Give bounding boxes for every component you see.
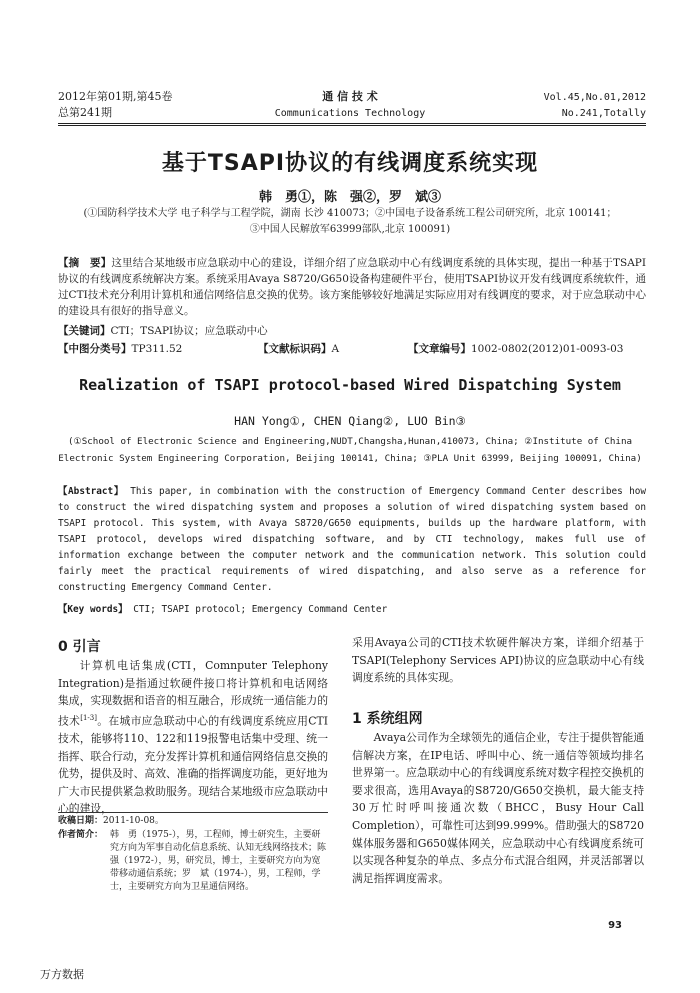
doc-code-block	[258, 341, 339, 357]
page-number: 93	[608, 920, 622, 931]
keywords-en	[58, 602, 646, 618]
header-rule	[58, 123, 646, 124]
article-no-value: 1002-0802(2012)01-0093-03	[471, 343, 624, 355]
keywords-en-text: CTI; TSAPI protocol; Emergency Command Center	[133, 604, 388, 615]
section-0-paragraph: 计算机电话集成(CTI，Comnputer Telephony Integration)是指通过软硬件接口将计算机和电话网络集成，实现数据和语音的相互融合，形成统一通信能力的技术[1-3]。在城市应急联动中心的有线调度系统应用CTI技术，能够将110、122和119报警电话集中受理、统一指挥、联合行动，充分发挥计算机和通信网络信息交换的优势，提供及时、高效、准确的指挥调度功能，更好地为广大市民提供紧急救助服务。现结合某地级市应急联动中心的建设，	[58, 659, 328, 816]
header-journal-cn: 通 信 技 术	[322, 90, 378, 103]
bio-label: 作者简介：	[58, 830, 104, 840]
section-1-heading: 1 系统组网	[352, 711, 423, 727]
right-col-intro	[352, 634, 644, 687]
affiliation-en-2: Electronic System Engineering Corporation, Beijing 100141, China; ③PLA Unit 63999, Beijing 100091, China)	[58, 453, 642, 464]
abstract-cn-text: 这里结合某地级市应急联动中心的建设，详细介绍了应急联动中心有线调度系统的具体实现，提出一种基于TSAPI协议的有线调度系统解决方案。系统采用Avaya S8720/G650设备构建硬件平台，使用TSAPI协议开发有线调度系统软件，通过CTI技术充分利用计算机和通信网络信息交换的优势。该方案能够较好地满足实际应用对有线调度的要求，对于应急联动中心的建设具有很好的指导意义。	[58, 257, 646, 317]
affiliation-cn-1: (①国防科学技术大学 电子科学与工程学院，湖南 长沙 410073；②中国电子设备系统工程公司研究所，北京 100141；	[83, 208, 617, 219]
citation: [1-3]	[80, 713, 97, 722]
keywords-cn	[58, 323, 646, 339]
authors-en: HAN Yong①, CHEN Qiang②, LUO Bin③	[234, 414, 466, 428]
bio-text: 韩 勇（1975-），男，工程师，博士研究生，主要研究方向为军事自动化信息系统、认知无线网络技术；陈 强（1972-），男，研究员，博士，主要研究方向为宽带移动通信系统；罗 斌（1974-），男，工程师，学士，主要研究方向为卫星通信网络。	[110, 830, 336, 892]
page-title-cn: 基于TSAPI协议的有线调度系统实现	[161, 151, 539, 176]
footnote-received	[58, 815, 328, 828]
abstract-en-label: 【Abstract】	[58, 486, 124, 497]
section-0-body	[58, 657, 328, 818]
authors-cn: 韩 勇①，陈 强②，罗 斌③	[258, 190, 441, 205]
doc-code-value: A	[331, 343, 340, 355]
received-value: 2011-10-08。	[103, 816, 164, 826]
received-label: 收稿日期：	[58, 816, 104, 826]
abstract-cn-label: 【摘 要】	[58, 257, 112, 269]
abstract-en	[58, 484, 646, 596]
watermark: 万方数据	[40, 968, 84, 981]
abstract-en-text: This paper, in combination with the construction of Emergency Command Center describes how to construct the wired dispatching system and proposes a solution of wired dispatching system based on TSAPI protocol. This system, with Avaya S8720/G650 equipments, builds up the hardware platform, with TSAPI protocol, develops wired dispatching software, and by CTI technology, makes full use of information exchange between the computer network and the communication network. This solution could fairly meet the practical requirements of wired dispatching, and also serve as a reference for constructing Emergency Command Center.	[58, 486, 647, 593]
section-1-body	[352, 729, 644, 887]
clc-value: TP311.52	[131, 343, 183, 355]
header-total: 总第241期	[58, 106, 112, 119]
footnote-bio	[58, 829, 336, 894]
header-issue: 2012年第01期,第45卷	[58, 90, 173, 103]
page-title-en: Realization of TSAPI protocol-based Wired Dispatching System	[79, 376, 621, 394]
footnote-rule	[58, 812, 328, 813]
affiliation-en-1: (①School of Electronic Science and Engineering,NUDT,Changsha,Hunan,410073, China; ②Institute of China	[67, 436, 633, 447]
keywords-en-label: 【Key words】	[58, 604, 128, 615]
clc-label: 【中图分类号】	[58, 343, 132, 355]
header-rule-2	[58, 125, 646, 126]
right-col-paragraph-a: 采用Avaya公司的CTI技术软硬件解决方案，详细介绍基于TSAPI(Telephony Services API)协议的应急联动中心有线调度系统的具体实现。	[352, 636, 644, 685]
header-volume: Vol.45,No.01,2012	[543, 92, 646, 103]
article-no-label: 【文章编号】	[408, 343, 471, 355]
keywords-cn-text: CTI；TSAPI协议；应急联动中心	[110, 325, 268, 337]
doc-code-label: 【文献标识码】	[258, 343, 332, 355]
clc-block	[58, 341, 182, 357]
abstract-cn	[58, 255, 646, 319]
header-journal-en: Communications Technology	[274, 108, 426, 119]
section-0-heading: 0 引言	[58, 639, 101, 655]
keywords-cn-label: 【关键词】	[58, 325, 111, 337]
section-1-paragraph: Avaya公司作为全球领先的通信企业，专注于提供智能通信解决方案，在IP电话、呼叫中心、统一通信等领域均排名世界第一。应急联动中心的有线调度系统对数字程控交换机的要求很高，选用Avaya的S8720/G650交换机，最大能支持30万忙时呼叫接通次数（BHCC，Busy Hour Call Completion），可靠性可达到99.999%。借助强大的S8720媒体服务器和G650媒体网关，应急联动中心有线调度系统可以实现各种复杂的单点、多点分布式混合组网，并灵活部署以满足指挥调度需求。	[352, 731, 644, 885]
affiliation-cn-2: ③中国人民解放军63999部队,北京 100091)	[249, 224, 451, 235]
header-total-en: No.241,Totally	[561, 108, 646, 119]
article-no-block	[408, 341, 623, 357]
